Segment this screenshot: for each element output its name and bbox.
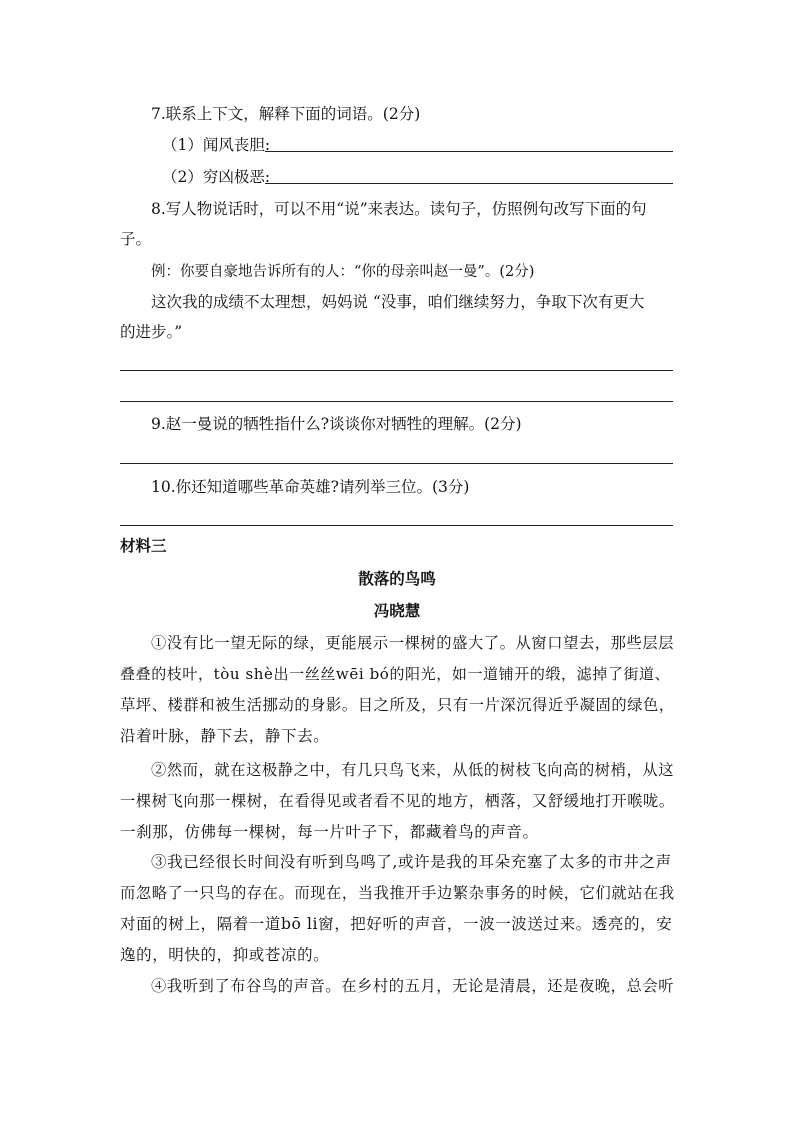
q9-question: 9.赵一曼说的牺牲指什么?谈谈你对牺牲的理解。(2分) bbox=[151, 415, 522, 433]
q7-item-1-label: （1）闻风丧胆: bbox=[162, 136, 271, 154]
q8-sentence-line-2: 的进步。” bbox=[120, 323, 183, 341]
material-heading: 材料三 bbox=[120, 537, 167, 555]
p3-line-3: 对面的树上，隔着一道bō li窗，把好听的声音，一波一波送过来。透亮的，安 bbox=[120, 915, 673, 933]
q7-item-2-answer-line[interactable] bbox=[265, 183, 673, 184]
p1-line-1: ①没有比一望无际的绿，更能展示一棵树的盛大了。从窗口望去，那些层层 bbox=[151, 634, 675, 652]
p3-line-4: 逸的，明快的，抑或苍凉的。 bbox=[120, 946, 330, 964]
q7-question: 7.联系上下文，解释下面的词语。(2分) bbox=[151, 105, 421, 123]
q8-answer-line-1[interactable] bbox=[120, 370, 673, 371]
q7-item-1-answer-line[interactable] bbox=[265, 151, 673, 152]
passage-author: 冯晓慧 bbox=[373, 602, 421, 620]
p4-line-1: ④我听到了布谷鸟的声音。在乡村的五月，无论是清晨，还是夜晚，总会听 bbox=[151, 977, 675, 995]
p3-line-1: ③我已经很长时间没有听到鸟鸣了,或许是我的耳朵充塞了太多的市井之声 bbox=[151, 853, 672, 871]
q9-answer-line[interactable] bbox=[120, 463, 673, 464]
passage-title: 散落的鸟鸣 bbox=[358, 570, 436, 588]
q10-answer-line[interactable] bbox=[120, 525, 673, 526]
q10-question: 10.你还知道哪些革命英雄?请列举三位。(3分) bbox=[151, 478, 470, 496]
p2-line-3: 一刹那，仿佛每一棵树，每一片叶子下，都藏着鸟的声音。 bbox=[120, 823, 539, 841]
p1-line-3: 草坪、楼群和被生活挪动的身影。目之所及，只有一片深沉得近乎凝固的绿色， bbox=[120, 696, 675, 714]
p3-line-2: 而忽略了一只鸟的存在。而现在，当我推开手边繁杂事务的时候，它们就站在我 bbox=[120, 884, 675, 902]
q8-sentence-line-1: 这次我的成绩不太理想，妈妈说 “没事，咱们继续努力，争取下次有更大 bbox=[151, 293, 645, 311]
p2-line-2: 一棵树飞向那一棵树，在看得见或者看不见的地方，栖落，又舒缓地打开喉咙。 bbox=[120, 792, 675, 810]
q7-item-2-label: （2）穷凶极恶: bbox=[162, 168, 271, 186]
p1-line-4: 沿着叶脉，静下去，静下去。 bbox=[120, 727, 330, 745]
p1-line-2: 叠叠的枝叶，tòu shè出一丝丝wēi bó的阳光，如一道铺开的缎，滤掉了街道、 bbox=[120, 665, 671, 683]
p2-line-1: ②然而，就在这极静之中，有几只鸟飞来，从低的树枝飞向高的树梢，从这 bbox=[151, 761, 675, 779]
q8-example: 例：你要自豪地告诉所有的人：“你的母亲叫赵一曼”。(2分) bbox=[151, 264, 535, 280]
q8-answer-line-2[interactable] bbox=[120, 401, 673, 402]
q8-question-line-1: 8.写人物说话时，可以不用“说”来表达。读句子，仿照例句改写下面的句 bbox=[151, 200, 647, 218]
q8-question-line-2: 子。 bbox=[120, 230, 152, 248]
